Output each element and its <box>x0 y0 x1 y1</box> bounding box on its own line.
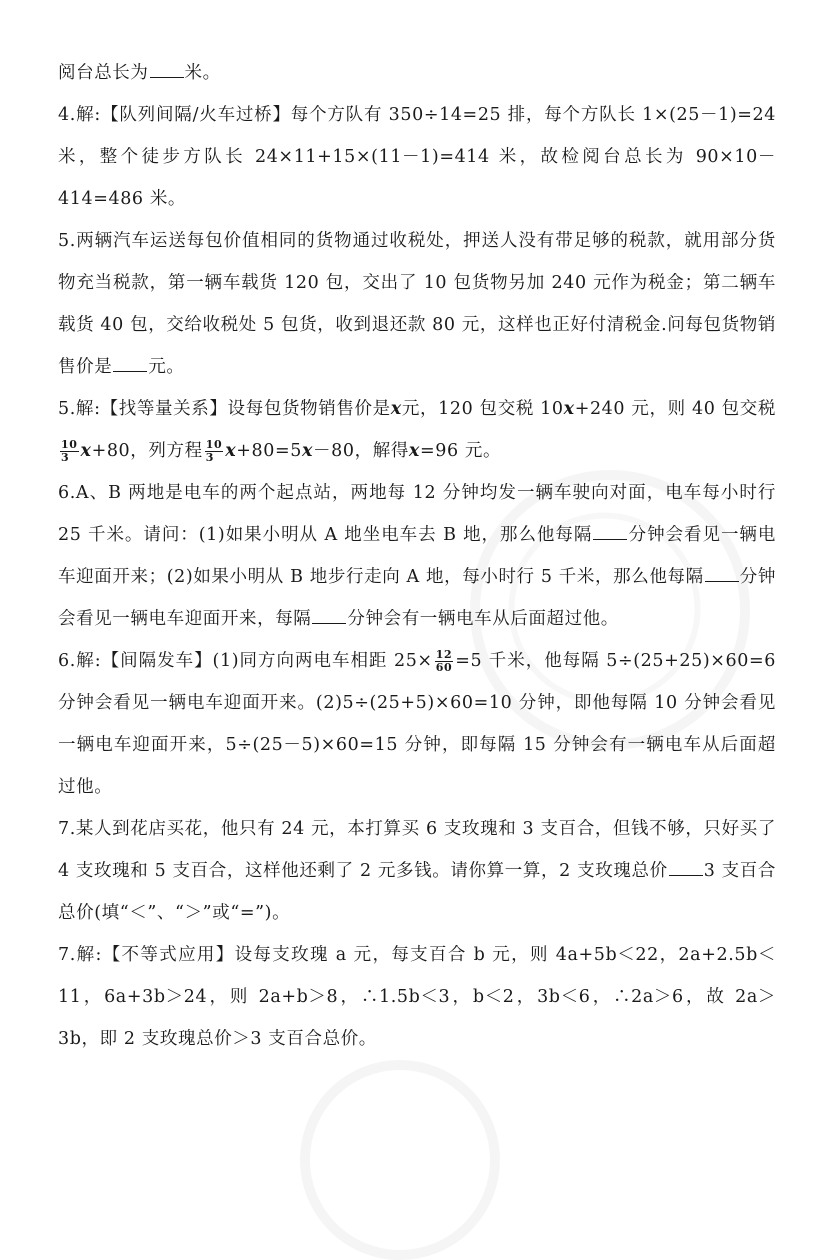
math-variable: x <box>390 399 402 419</box>
text-run: +80，列方程 <box>91 441 203 461</box>
math-variable: x <box>80 441 92 461</box>
paragraph-q6 <box>58 472 776 640</box>
text-run: 6.解:【间隔发车】(1)同方向两电车相距 25× <box>58 651 433 671</box>
paragraph-a4 <box>58 94 776 220</box>
fraction <box>205 439 224 464</box>
fraction-numerator: 10 <box>61 438 78 451</box>
text-run: 5.解:【找等量关系】设每包货物销售价是 <box>58 399 391 419</box>
paragraph-q4-tail <box>58 52 776 94</box>
paragraph-q5 <box>58 220 776 388</box>
math-variable: x <box>563 399 575 419</box>
answer-blank <box>113 354 147 373</box>
text-run: 分钟会看见一辆电车迎面开来，每隔 <box>58 567 776 629</box>
fraction-denominator: 3 <box>205 451 214 464</box>
answer-blank <box>593 522 627 541</box>
paragraph-a7 <box>58 934 776 1060</box>
text-run: 元，120 包交税 10 <box>401 399 564 419</box>
answer-blank <box>705 564 739 583</box>
text-run: 4.解:【队列间隔/火车过桥】每个方队有 350÷14=25 排，每个方队长 1×(25－1)=24 米，整个徒步方队长 24×11+15×(11－1)=414 米，故检阅台总长为 90×10－414=486 米。 <box>58 105 776 209</box>
text-run: 分钟会有一辆电车从后面超过他。 <box>347 609 619 629</box>
document-page <box>58 52 776 1060</box>
math-variable: x <box>225 441 237 461</box>
fraction-numerator: 10 <box>205 438 223 451</box>
watermark-seal-bottom <box>300 1060 500 1260</box>
text-run: 7.某人到花店买花，他只有 24 元，本打算买 6 支玫瑰和 3 支百合，但钱不够，只好买了 4 支玫瑰和 5 支百合，这样他还剩了 2 元多钱。请你算一算，2 支玫瑰总价 <box>58 819 776 881</box>
answer-blank <box>150 60 184 79</box>
text-run: 米。 <box>184 63 221 83</box>
text-run: 5.两辆汽车运送每包价值相同的货物通过收税处，押送人没有带足够的税款，就用部分货物充当税款，第一辆车载货 120 包，交出了 10 包货物另加 240 元作为税金；第二辆车载货 40 包，交给收税处 5 包货，收到退还款 80 元，这样也正好付清税金.问每包货物销售价是 <box>58 231 776 377</box>
text-run: +80=5 <box>236 441 302 461</box>
fraction-denominator: 3 <box>61 451 70 464</box>
text-run: =5 千米，他每隔 5÷(25+25)×60=6 分钟会看见一辆电车迎面开来。(2)5÷(25+5)×60=10 分钟，即他每隔 10 分钟会看见一辆电车迎面开来，5÷(25－5)×60=15 分钟，即每隔 15 分钟会有一辆电车从后面超过他。 <box>58 651 777 797</box>
answer-blank <box>312 606 346 625</box>
text-run: 元。 <box>148 357 185 377</box>
text-run: －80，解得 <box>313 441 409 461</box>
math-variable: x <box>408 441 420 461</box>
text-run: 3 支百合总价(填“＜”、“＞”或“=”)。 <box>58 861 776 923</box>
fraction-denominator: 60 <box>435 661 453 674</box>
paragraph-q7 <box>58 808 776 934</box>
text-run: 分钟会看见一辆电车迎面开来；(2)如果小明从 B 地步行走向 A 地，每小时行 5 千米，那么他每隔 <box>58 525 776 587</box>
text-run: 7.解:【不等式应用】设每支玫瑰 a 元，每支百合 b 元，则 4a+5b＜22，2a+2.5b＜11，6a+3b＞24，则 2a+b＞8，∴1.5b＜3，b＜2，3b＜6，∴2a＞6，故 2a＞3b，即 2 支玫瑰总价＞3 支百合总价。 <box>58 945 776 1049</box>
fraction <box>435 649 454 674</box>
paragraph-a5 <box>58 388 776 472</box>
math-variable: x <box>302 441 314 461</box>
answer-blank <box>669 858 703 877</box>
text-run: 阅台总长为 <box>58 63 149 83</box>
text-run: =96 元。 <box>419 441 502 461</box>
fraction <box>60 439 79 464</box>
fraction-numerator: 12 <box>435 648 453 661</box>
text-run: +240 元，则 40 包交税 <box>574 399 777 419</box>
text-run: 6.A、B 两地是电车的两个起点站，两地每 12 分钟均发一辆车驶向对面，电车每小时行 25 千米。请问：(1)如果小明从 A 地坐电车去 B 地，那么他每隔 <box>58 483 776 545</box>
paragraph-a6 <box>58 640 776 808</box>
